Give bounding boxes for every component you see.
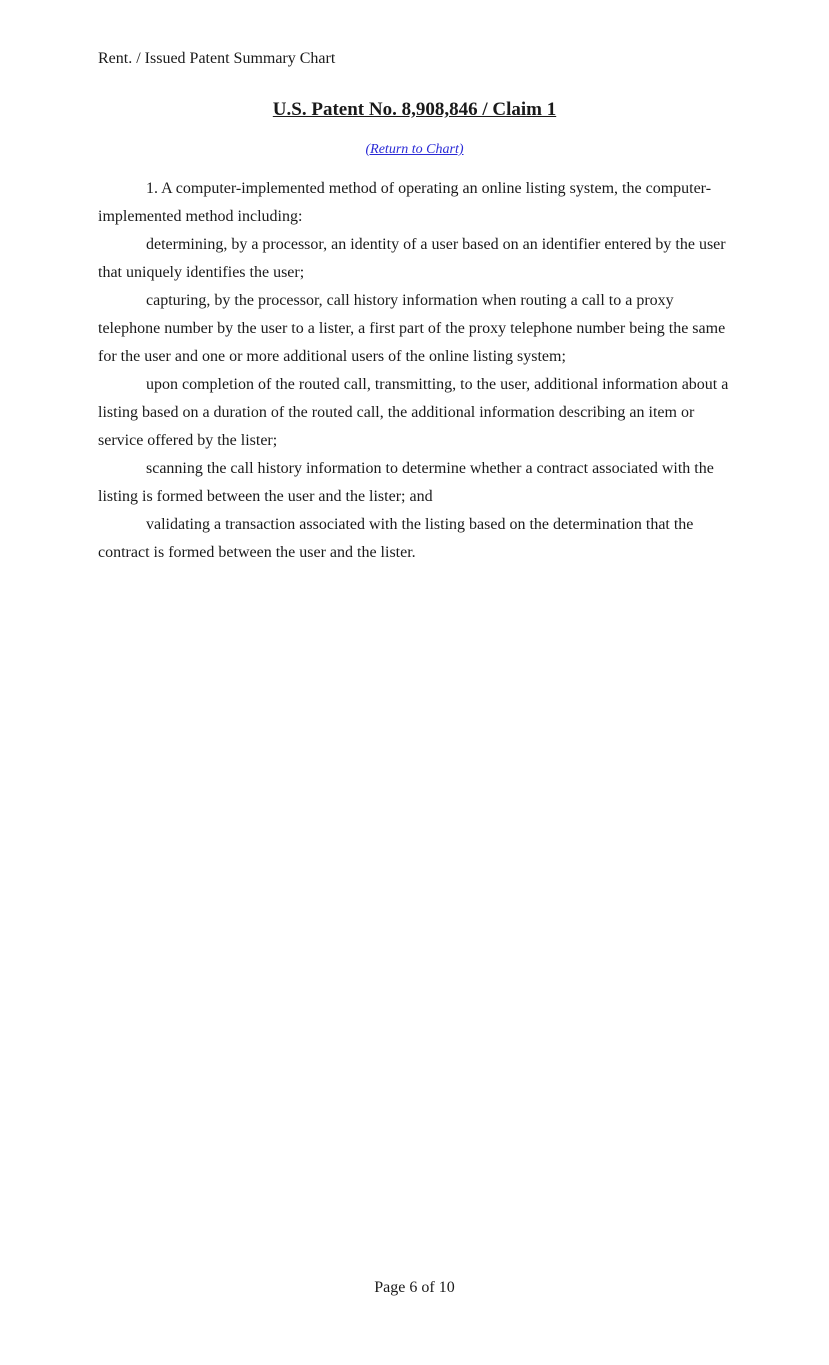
claim-element: upon completion of the routed call, transmitting, to the user, additional information about a listing based on a duration of the routed call, the additional information describing an item or service offered by the lister; xyxy=(98,376,729,449)
claim-element: determining, by a processor, an identity of a user based on an identifier entered by the user that uniquely identifies the user; xyxy=(98,236,726,281)
claim-text xyxy=(98,175,734,567)
return-link-container xyxy=(0,141,829,159)
running-header: Rent. / Issued Patent Summary Chart xyxy=(98,50,336,67)
return-to-chart-link[interactable]: (Return to Chart) xyxy=(365,142,464,157)
page-title: U.S. Patent No. 8,908,846 / Claim 1 xyxy=(272,99,557,120)
page-number: Page 6 of 10 xyxy=(374,1279,455,1296)
claim-element: capturing, by the processor, call history information when routing a call to a proxy telephone number by the user to a lister, a first part of the proxy telephone number being the same for the user and one or more additional users of the online listing system; xyxy=(98,292,726,365)
claim-element: validating a transaction associated with the listing based on the determination that the contract is formed between the user and the lister. xyxy=(98,516,694,561)
claim-element: scanning the call history information to determine whether a contract associated with the listing is formed between the user and the lister; and xyxy=(98,460,714,505)
claim-preamble: 1. A computer-implemented method of operating an online listing system, the computer-implemented method including: xyxy=(98,180,712,225)
